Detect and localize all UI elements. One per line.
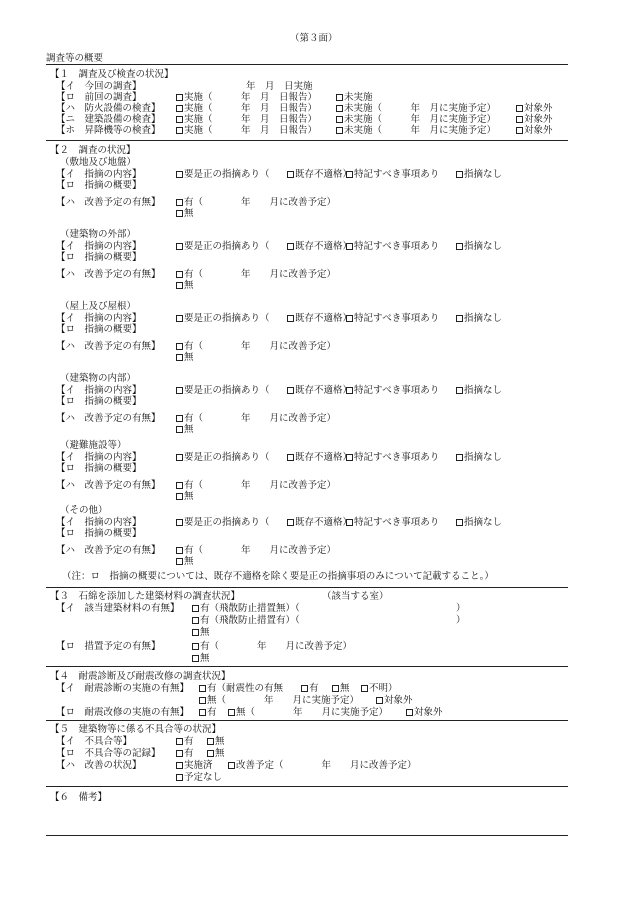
s2-group-name: （建築物の内部）: [60, 373, 137, 384]
s2-group-name: （屋上及び屋根）: [60, 301, 137, 312]
checkbox-icon[interactable]: [176, 547, 183, 554]
checkbox-icon[interactable]: [176, 127, 183, 134]
checkbox-icon[interactable]: [336, 127, 343, 134]
checkbox-icon[interactable]: [287, 243, 294, 250]
s4-ro-no: 無（ 年 月に実施予定）: [228, 707, 388, 718]
s2-i-label: 【イ 指摘の内容】: [56, 385, 142, 396]
s4-i-no: 無（ 年 月に実施予定）: [199, 695, 359, 706]
divider-s1: [46, 140, 568, 141]
s2-i-opt4: 指摘なし: [456, 241, 502, 252]
s1-row-option-c: 対象外: [516, 103, 553, 114]
s2-i-opt2: 既存不適格）: [287, 313, 352, 324]
checkbox-icon[interactable]: [176, 774, 183, 781]
s2-i-label: 【イ 指摘の内容】: [56, 169, 142, 180]
s5-title: 【５ 建築物等に係る不具合等の状況】: [50, 724, 222, 735]
s2-i-opt4: 指摘なし: [456, 452, 502, 463]
s2-ro-label: 【ロ 指摘の概要】: [56, 463, 142, 474]
s2-ha-label: 【ハ 改善予定の有無】: [56, 269, 161, 280]
s3-title: 【３ 石綿を添加した建築材料の調査状況】: [50, 591, 241, 602]
s2-i-opt1: 要是正の指摘あり（: [176, 241, 270, 252]
s1-row-option-a: 実施（ 年 月 日報告）: [176, 114, 317, 125]
s2-i-opt3: 特記すべき事項あり: [346, 241, 439, 252]
s1-row-label: 【ホ 昇降機等の検査】: [56, 125, 161, 136]
s2-ha-yes: 有（ 年 月に改善予定）: [176, 197, 336, 208]
s2-i-opt2: 既存不適格）: [287, 385, 352, 396]
s5-i-no: 無: [207, 736, 225, 747]
checkbox-icon[interactable]: [176, 354, 183, 361]
s2-i-opt3: 特記すべき事項あり: [346, 517, 439, 528]
s6-title: 【６ 備考】: [50, 792, 108, 803]
s1-row-label: 【イ 今回の調査】: [56, 81, 142, 92]
s1-row-label: 【ニ 建築設備の検査】: [56, 114, 161, 125]
s1-row-option-b: 未実施（ 年 月に実施予定）: [336, 114, 496, 125]
s4-i-yes-c: 不明）: [361, 683, 398, 694]
checkbox-icon[interactable]: [176, 519, 183, 526]
s4-ro-yes: 有: [199, 707, 217, 718]
s4-ro-na: 対象外: [406, 707, 443, 718]
s5-ro-no: 無: [207, 748, 225, 759]
s1-row-label: 【ハ 防火設備の検査】: [56, 103, 161, 114]
checkbox-icon[interactable]: [176, 243, 183, 250]
checkbox-icon[interactable]: [192, 655, 199, 662]
s2-note: （注：ロ 指摘の概要については、既存不適格を除く要是正の指摘事項のみについて記載すること。）: [62, 571, 494, 582]
s2-i-label: 【イ 指摘の内容】: [56, 241, 142, 252]
s2-ha-no: 無: [176, 352, 194, 363]
checkbox-icon[interactable]: [456, 243, 463, 250]
divider-s5: [46, 786, 568, 787]
s2-ro-label: 【ロ 指摘の概要】: [56, 528, 142, 539]
s3-ro-yes: 有（ 年 月に改善予定）: [192, 641, 352, 652]
s1-row-option-b: 未実施（ 年 月に実施予定）: [336, 125, 496, 136]
s2-ha-no: 無: [176, 556, 194, 567]
checkbox-icon[interactable]: [516, 116, 523, 123]
s5-ha-b: 改善予定（ 年 月に改善予定）: [228, 760, 417, 771]
s2-i-opt2: 既存不適格）: [287, 241, 352, 252]
checkbox-icon[interactable]: [361, 685, 368, 692]
checkbox-icon[interactable]: [406, 709, 413, 716]
s3-i-opt1: 有（飛散防止措置無）（: [192, 603, 300, 614]
checkbox-icon[interactable]: [456, 171, 463, 178]
s4-title: 【４ 耐震診断及び耐震改修の調査状況】: [50, 671, 231, 682]
s5-i-yes: 有: [176, 736, 194, 747]
s2-i-label: 【イ 指摘の内容】: [56, 452, 142, 463]
checkbox-icon[interactable]: [176, 558, 183, 565]
s2-ha-yes: 有（ 年 月に改善予定）: [176, 269, 336, 280]
s2-i-opt4: 指摘なし: [456, 313, 502, 324]
checkbox-icon[interactable]: [199, 709, 206, 716]
checkbox-icon[interactable]: [199, 697, 206, 704]
s3-ro-label: 【ロ 措置予定の有無】: [56, 641, 161, 652]
s1-title: 【１ 調査及び検査の状況】: [50, 69, 174, 80]
checkbox-icon[interactable]: [176, 105, 183, 112]
s2-ha-label: 【ハ 改善予定の有無】: [56, 480, 161, 491]
checkbox-icon[interactable]: [456, 315, 463, 322]
s2-group-name: （避難施設等）: [60, 440, 127, 451]
checkbox-icon[interactable]: [346, 171, 353, 178]
s2-ha-yes: 有（ 年 月に改善予定）: [176, 341, 336, 352]
checkbox-icon[interactable]: [287, 315, 294, 322]
s2-i-label: 【イ 指摘の内容】: [56, 517, 142, 528]
s2-ha-yes: 有（ 年 月に改善予定）: [176, 480, 336, 491]
s2-i-opt3: 特記すべき事項あり: [346, 385, 439, 396]
s2-group-name: （その他）: [60, 505, 108, 516]
s3-i-label: 【イ 該当建築材料の有無】: [56, 603, 180, 614]
s5-ro-label: 【ロ 不具合等の記録】: [56, 748, 161, 759]
s5-ro-yes: 有: [176, 748, 194, 759]
s2-i-opt2: 既存不適格）: [287, 169, 352, 180]
s2-ha-no: 無: [176, 208, 194, 219]
divider-s2: [46, 587, 568, 588]
s2-i-opt2: 既存不適格）: [287, 452, 352, 463]
checkbox-icon[interactable]: [336, 94, 343, 101]
s2-ha-label: 【ハ 改善予定の有無】: [56, 197, 161, 208]
checkbox-icon[interactable]: [228, 709, 235, 716]
s3-i-opt3: 無: [192, 627, 210, 638]
checkbox-icon[interactable]: [287, 171, 294, 178]
s2-ha-no: 無: [176, 491, 194, 502]
s2-i-opt4: 指摘なし: [456, 385, 502, 396]
checkbox-icon[interactable]: [287, 387, 294, 394]
s2-ha-label: 【ハ 改善予定の有無】: [56, 545, 161, 556]
s3-title-right: （該当する室）: [322, 591, 389, 602]
checkbox-icon[interactable]: [176, 171, 183, 178]
s2-group-name: （建築物の外部）: [60, 229, 137, 240]
s1-row-option-a: 実施（ 年 月 日報告）: [176, 125, 317, 136]
s5-i-label: 【イ 不具合等】: [56, 736, 133, 747]
checkbox-icon[interactable]: [346, 519, 353, 526]
s4-ro-label: 【ロ 耐震改修の実施の有無】: [56, 707, 190, 718]
s1-row-option-b: 未実施: [336, 92, 373, 103]
checkbox-icon[interactable]: [176, 762, 183, 769]
checkbox-icon[interactable]: [176, 282, 183, 289]
checkbox-icon[interactable]: [176, 482, 183, 489]
s2-i-opt1: 要是正の指摘あり（: [176, 313, 270, 324]
s5-ha-label: 【ハ 改善の状況】: [56, 760, 142, 771]
checkbox-icon[interactable]: [176, 750, 183, 757]
page-number-label: （第３面）: [290, 33, 338, 44]
checkbox-icon[interactable]: [176, 94, 183, 101]
divider-s3: [46, 666, 568, 667]
divider-bottom: [46, 835, 568, 836]
checkbox-icon[interactable]: [516, 105, 523, 112]
divider-top: [46, 64, 568, 65]
s2-group-name: （敷地及び地盤）: [60, 157, 137, 168]
s2-ha-label: 【ハ 改善予定の有無】: [56, 413, 161, 424]
s2-ha-no: 無: [176, 424, 194, 435]
s4-i-label: 【イ 耐震診断の実施の有無】: [56, 683, 190, 694]
checkbox-icon[interactable]: [336, 105, 343, 112]
checkbox-icon[interactable]: [207, 750, 214, 757]
checkbox-icon[interactable]: [176, 210, 183, 217]
checkbox-icon[interactable]: [176, 116, 183, 123]
s1-row-option-a: 実施（ 年 月 日報告）: [176, 92, 317, 103]
checkbox-icon[interactable]: [176, 426, 183, 433]
s2-i-opt1: 要是正の指摘あり（: [176, 169, 270, 180]
checkbox-icon[interactable]: [301, 685, 308, 692]
s2-ha-label: 【ハ 改善予定の有無】: [56, 341, 161, 352]
checkbox-icon[interactable]: [176, 738, 183, 745]
s1-row-option-b: 未実施（ 年 月に実施予定）: [336, 103, 496, 114]
checkbox-icon[interactable]: [346, 315, 353, 322]
divider-s4: [46, 720, 568, 721]
s2-i-label: 【イ 指摘の内容】: [56, 313, 142, 324]
checkbox-icon[interactable]: [192, 629, 199, 636]
s2-ro-label: 【ロ 指摘の概要】: [56, 324, 142, 335]
s4-i-na: 対象外: [376, 695, 413, 706]
s2-title: 【２ 調査の状況】: [50, 145, 136, 156]
s1-row-option-c: 対象外: [516, 125, 553, 136]
checkbox-icon[interactable]: [456, 519, 463, 526]
s4-i-yes-a: 有: [301, 683, 319, 694]
s3-ro-no: 無: [192, 653, 210, 664]
checkbox-icon[interactable]: [228, 762, 235, 769]
s2-ro-label: 【ロ 指摘の概要】: [56, 396, 142, 407]
checkbox-icon[interactable]: [176, 415, 183, 422]
document-heading: 調査等の概要: [46, 53, 104, 64]
checkbox-icon[interactable]: [192, 643, 199, 650]
checkbox-icon[interactable]: [287, 454, 294, 461]
s2-i-opt1: 要是正の指摘あり（: [176, 452, 270, 463]
checkbox-icon[interactable]: [176, 315, 183, 322]
checkbox-icon[interactable]: [456, 387, 463, 394]
checkbox-icon[interactable]: [192, 605, 199, 612]
s2-ha-yes: 有（ 年 月に改善予定）: [176, 413, 336, 424]
s5-ha-c: 予定なし: [176, 772, 222, 783]
s4-i-yes: 有（耐震性の有無: [199, 683, 283, 694]
s2-i-opt4: 指摘なし: [456, 169, 502, 180]
s5-ha-a: 実施済: [176, 760, 213, 771]
checkbox-icon[interactable]: [346, 387, 353, 394]
checkbox-icon[interactable]: [176, 387, 183, 394]
checkbox-icon[interactable]: [199, 685, 206, 692]
checkbox-icon[interactable]: [176, 343, 183, 350]
s3-i-opt2: 有（飛散防止措置有）（: [192, 615, 300, 626]
s2-i-opt3: 特記すべき事項あり: [346, 313, 439, 324]
checkbox-icon[interactable]: [287, 519, 294, 526]
s3-i-close-2: ）: [456, 615, 466, 626]
s2-ha-no: 無: [176, 280, 194, 291]
s2-i-opt1: 要是正の指摘あり（: [176, 385, 270, 396]
s2-i-opt2: 既存不適格）: [287, 517, 352, 528]
checkbox-icon[interactable]: [332, 685, 339, 692]
s4-i-yes-b: 無: [332, 683, 350, 694]
s2-ha-yes: 有（ 年 月に改善予定）: [176, 545, 336, 556]
checkbox-icon[interactable]: [346, 454, 353, 461]
checkbox-icon[interactable]: [176, 271, 183, 278]
checkbox-icon[interactable]: [336, 116, 343, 123]
checkbox-icon[interactable]: [176, 493, 183, 500]
s2-ro-label: 【ロ 指摘の概要】: [56, 180, 142, 191]
s1-row-label: 【ロ 前回の調査】: [56, 92, 142, 103]
checkbox-icon[interactable]: [207, 738, 214, 745]
s2-i-opt4: 指摘なし: [456, 517, 502, 528]
checkbox-icon[interactable]: [176, 199, 183, 206]
s3-i-close-1: ）: [456, 603, 466, 614]
s2-i-opt3: 特記すべき事項あり: [346, 169, 439, 180]
checkbox-icon[interactable]: [456, 454, 463, 461]
s1-row-option-a: 実施（ 年 月 日報告）: [176, 103, 317, 114]
checkbox-icon[interactable]: [192, 617, 199, 624]
s2-i-opt3: 特記すべき事項あり: [346, 452, 439, 463]
checkbox-icon[interactable]: [176, 454, 183, 461]
s2-ro-label: 【ロ 指摘の概要】: [56, 252, 142, 263]
s2-i-opt1: 要是正の指摘あり（: [176, 517, 270, 528]
s1-row-date: 年 月 日実施: [246, 81, 313, 92]
s1-row-option-c: 対象外: [516, 114, 553, 125]
checkbox-icon[interactable]: [376, 697, 383, 704]
checkbox-icon[interactable]: [346, 243, 353, 250]
checkbox-icon[interactable]: [516, 127, 523, 134]
